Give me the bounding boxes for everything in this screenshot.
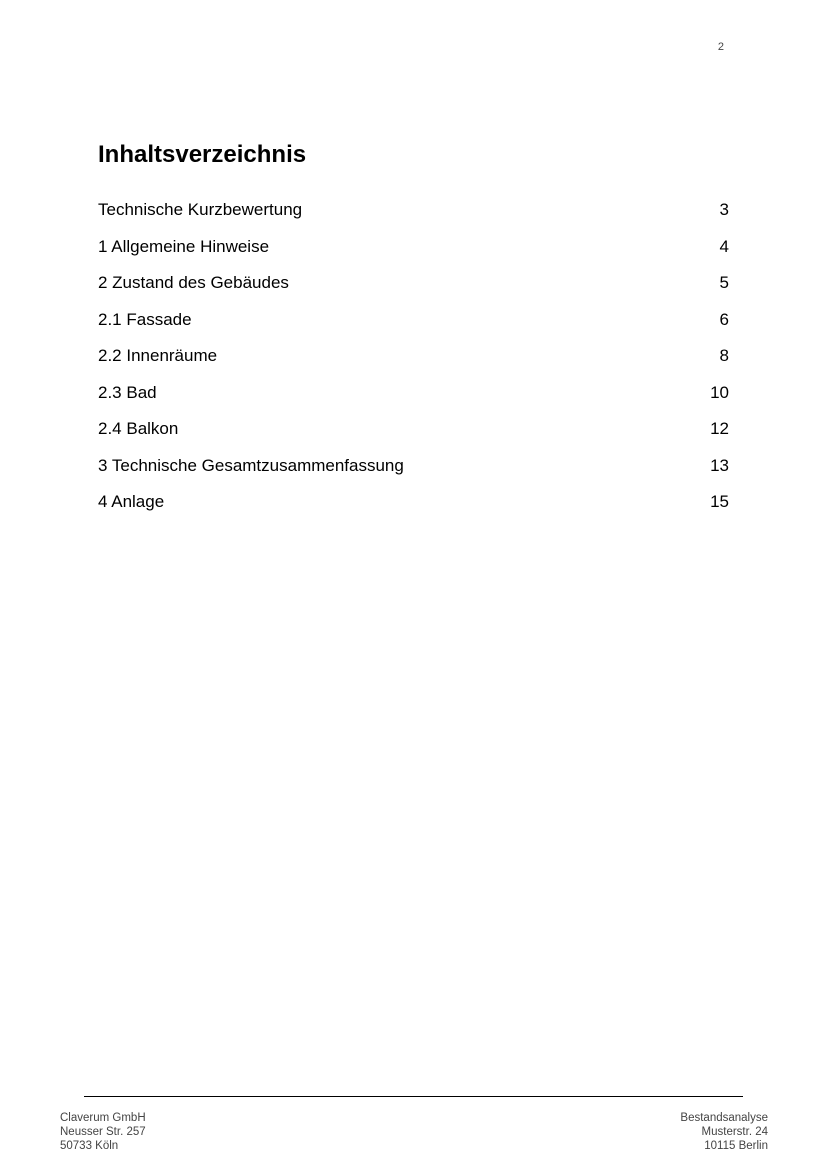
- footer-property-street: Musterstr. 24: [701, 1126, 768, 1138]
- toc-entry[interactable]: [98, 198, 729, 235]
- toc-entry[interactable]: [98, 490, 729, 527]
- toc-entry-label: 4 Anlage: [98, 492, 165, 511]
- toc-entry-page: 15: [710, 492, 729, 511]
- footer-company-name: Claverum GmbH: [60, 1112, 146, 1124]
- toc-entry[interactable]: [98, 454, 729, 491]
- toc-entry-page: 13: [710, 455, 729, 475]
- toc-entry-label: 2.3 Bad: [98, 382, 157, 402]
- toc-entry[interactable]: [98, 235, 729, 272]
- toc-entry[interactable]: [98, 381, 729, 418]
- toc-entry-label: 1 Allgemeine Hinweise: [98, 236, 270, 256]
- toc-entry-label: Technische Kurzbewertung: [98, 200, 303, 219]
- toc-entry-page: 3: [719, 200, 729, 219]
- toc-entry[interactable]: [98, 344, 729, 381]
- footer-company-address: [60, 1111, 146, 1153]
- table-of-contents: [98, 198, 729, 527]
- toc-entry[interactable]: [98, 271, 729, 308]
- toc-title: Inhaltsverzeichnis: [98, 141, 307, 168]
- footer-company-street: Neusser Str. 257: [60, 1126, 146, 1138]
- toc-entry-label: 2 Zustand des Gebäudes: [98, 273, 289, 292]
- toc-entry-page: 10: [710, 382, 729, 402]
- footer-divider: [84, 1096, 743, 1097]
- footer-property-address: [680, 1111, 768, 1153]
- toc-entry-page: 6: [719, 309, 729, 329]
- footer-document-type: Bestandsanalyse: [680, 1112, 768, 1124]
- toc-entry-page: 8: [719, 346, 729, 365]
- toc-entry-page: 12: [710, 419, 729, 438]
- toc-entry-page: 4: [719, 236, 729, 256]
- toc-entry-label: 2.4 Balkon: [98, 419, 179, 438]
- page-number: 2: [717, 41, 724, 53]
- toc-entry-page: 5: [719, 273, 729, 292]
- toc-entry-label: 2.1 Fassade: [98, 309, 192, 329]
- footer-property-city: 10115 Berlin: [704, 1140, 768, 1152]
- toc-entry[interactable]: [98, 417, 729, 454]
- toc-entry[interactable]: [98, 308, 729, 345]
- footer-company-city: 50733 Köln: [60, 1140, 119, 1152]
- toc-entry-label: 3 Technische Gesamtzusammenfassung: [98, 455, 404, 475]
- toc-entry-label: 2.2 Innenräume: [98, 346, 218, 365]
